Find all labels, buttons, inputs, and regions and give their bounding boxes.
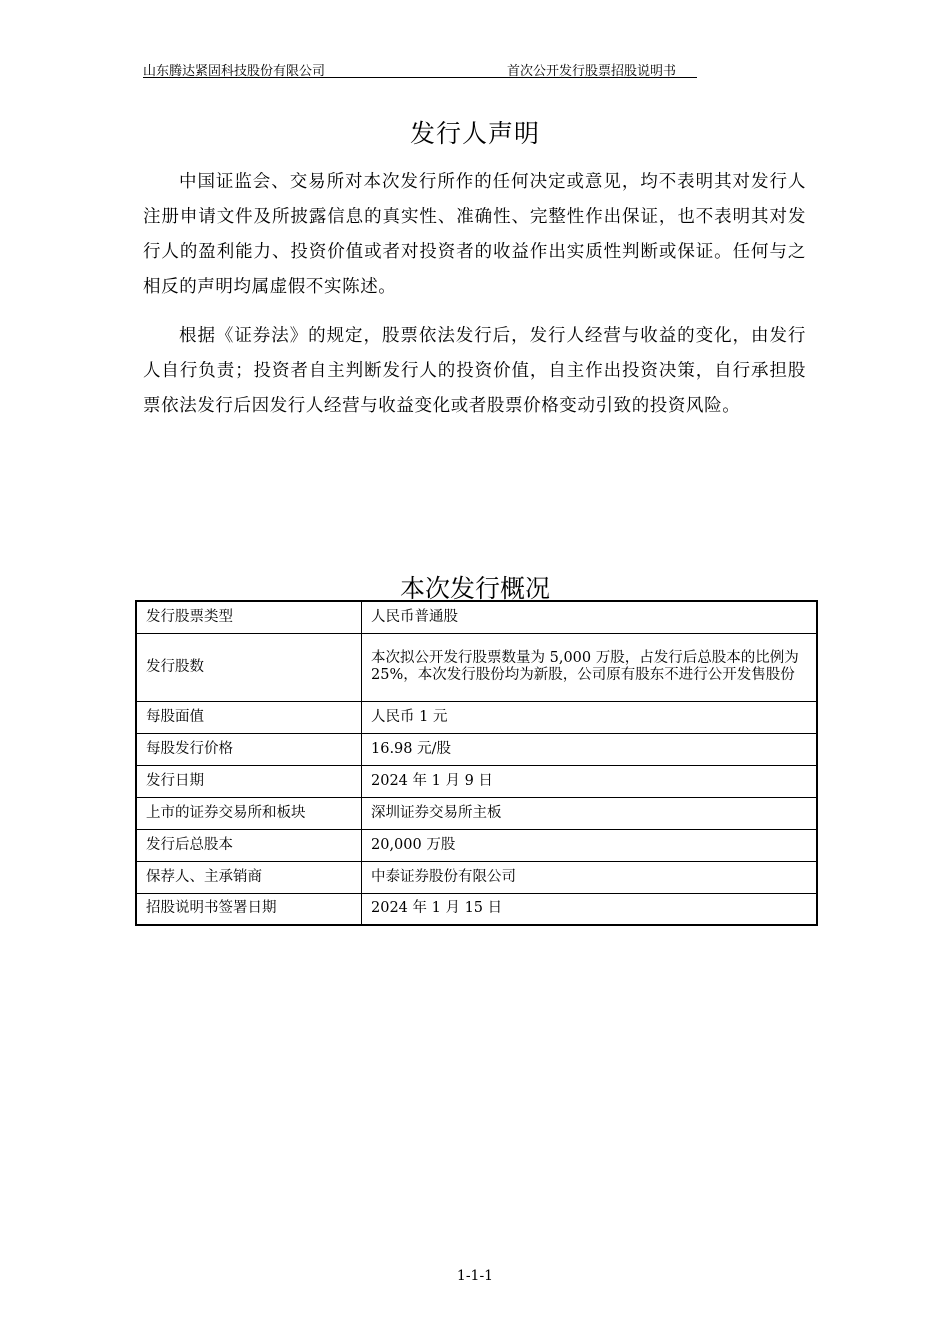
row-label: 上市的证券交易所和板块 bbox=[136, 797, 362, 829]
row-label: 每股发行价格 bbox=[136, 733, 362, 765]
row-label: 发行股数 bbox=[136, 633, 362, 701]
row-value: 人民币普通股 bbox=[362, 601, 818, 633]
row-value: 20,000 万股 bbox=[362, 829, 818, 861]
table-row bbox=[136, 765, 817, 797]
header-document-title: 首次公开发行股票招股说明书 bbox=[507, 64, 677, 79]
row-label: 发行后总股本 bbox=[136, 829, 362, 861]
header-company-name: 山东腾达紧固科技股份有限公司 bbox=[143, 64, 326, 79]
row-value: 本次拟公开发行股票数量为 5,000 万股，占发行后总股本的比例为 25%，本次发行股份均为新股，公司原有股东不进行公开发售股份 bbox=[362, 633, 818, 701]
row-value: 2024 年 1 月 15 日 bbox=[362, 893, 818, 925]
row-label: 发行日期 bbox=[136, 765, 362, 797]
overview-title: 本次发行概况 bbox=[399, 574, 550, 603]
table-row bbox=[136, 701, 817, 733]
table-row bbox=[136, 893, 817, 925]
row-value: 人民币 1 元 bbox=[362, 701, 818, 733]
statement-paragraph-1: 中国证监会、交易所对本次发行所作的任何决定或意见，均不表明其对发行人注册申请文件及所披露信息的真实性、准确性、完整性作出保证，也不表明其对发行人的盈利能力、投资价值或者对投资者的收益作出实质性判断或保证。任何与之相反的声明均属虚假不实陈述。 bbox=[143, 172, 806, 297]
row-value: 中泰证券股份有限公司 bbox=[362, 861, 818, 893]
row-value: 16.98 元/股 bbox=[362, 733, 818, 765]
table-row bbox=[136, 633, 817, 701]
statement-title: 发行人声明 bbox=[409, 119, 540, 148]
statement-paragraph-2: 根据《证券法》的规定，股票依法发行后，发行人经营与收益的变化，由发行人自行负责；投资者自主判断发行人的投资价值，自主作出投资决策，自行承担股票依法发行后因发行人经营与收益变化或者股票价格变动引致的投资风险。 bbox=[143, 326, 806, 416]
row-label: 招股说明书签署日期 bbox=[136, 893, 362, 925]
row-value: 2024 年 1 月 9 日 bbox=[362, 765, 818, 797]
page-header bbox=[143, 59, 697, 78]
table-row bbox=[136, 601, 817, 633]
page-number: 1-1-1 bbox=[456, 1268, 494, 1284]
table-row bbox=[136, 733, 817, 765]
row-value: 深圳证券交易所主板 bbox=[362, 797, 818, 829]
row-label: 发行股票类型 bbox=[136, 601, 362, 633]
table-row bbox=[136, 797, 817, 829]
overview-table bbox=[135, 600, 818, 926]
row-label: 保荐人、主承销商 bbox=[136, 861, 362, 893]
table-row bbox=[136, 861, 817, 893]
table-row bbox=[136, 829, 817, 861]
row-label: 每股面值 bbox=[136, 701, 362, 733]
